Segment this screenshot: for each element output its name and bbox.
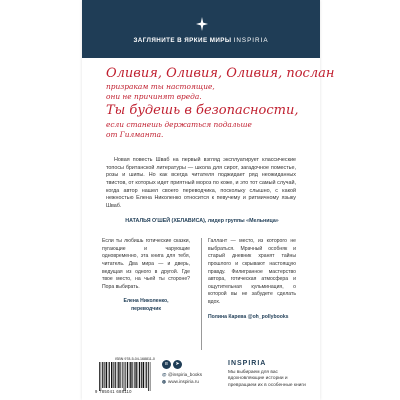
review-text: Если ты любишь готические сказки, пугающие и чарующие одновременно, эта книга для тебя, читатель. Два мира — и дверь, ведущая из одного в другой. Где твое место, на чьей ты стороне? Пора выбирать.: [102, 238, 190, 290]
review-text: Галлант — место, из которого не выбраться. Мрачный особняк и старый дневник хранят тайны прошлого и скрывают настоящую правду. Филигранное мастерство автора, готическая атмосфера и ощутительная кульминация, о которой вы не забудете сделать вдох.: [208, 238, 296, 306]
review-right: [208, 238, 296, 321]
isbn-label: ISBN 978-5-04-168811-0: [115, 357, 155, 361]
column-divider: [201, 238, 202, 350]
poem-excerpt: [106, 65, 335, 140]
globe-icon: ◍: [162, 379, 167, 384]
cover-footer: [82, 354, 320, 400]
review-left: [102, 238, 190, 313]
review-author: Елена Николенко,: [123, 298, 169, 305]
book-description: Новая повесть Шваб на первый взгляд эксплуатирует классические топосы британской литературы — школа для сирот, загадочное поместье, розы и шипы. Но как всегда читателя поджидает ряд неожиданных твистов, от которых идет приятный мороз по коже, и это тот самый случай, когда автор нашел своего переводчика, поскольку слышно, с какой нежностью Елена Николенко относится к певучему и ритмичному языку Шваб.: [106, 157, 296, 210]
poem-line: они не причинят вреда.: [106, 92, 202, 102]
barcode-number: 9 785041 688110: [95, 389, 132, 394]
barcode: [98, 357, 155, 387]
series-lead: ЗАГЛЯНИТЕ В ЯРКИЕ МИРЫ: [133, 37, 232, 44]
review-author: Полина Карева @oh_pollybooks: [208, 313, 289, 320]
website-row[interactable]: [162, 379, 218, 385]
book-back-cover: [82, 0, 335, 400]
at-icon: @: [162, 372, 167, 377]
website-link: www.inspiria.ru: [168, 379, 199, 384]
publisher-tagline: Мы выбираем для вас вдохновляющие истории и превращаем их в особенные книги: [228, 370, 306, 388]
series-title: [82, 37, 320, 44]
review-signature: [102, 298, 190, 312]
review-role: переводчик: [131, 305, 161, 312]
social-links: [162, 360, 218, 385]
poem-line: если станешь держаться подальше: [106, 119, 252, 129]
quote-author: НАТАЛЬЯ О'ШЕЙ (ХЕЛАВИСА), лидер группы «Мельница»: [125, 218, 279, 224]
poem-line: призракам ты настоящие,: [106, 82, 215, 92]
telegram-icon[interactable]: ➤: [173, 360, 182, 369]
publisher-name: INSPIRIA: [228, 360, 267, 367]
poem-line: Ты будешь в безопасности,: [106, 103, 299, 119]
reviews: [102, 238, 302, 356]
barcode-icon: [98, 362, 152, 391]
series-header: [82, 0, 320, 58]
sparkle-icon: [196, 17, 208, 31]
vk-icon[interactable]: в: [162, 360, 171, 369]
poem-line: Оливия, Оливия, Оливия, послан: [106, 66, 335, 81]
poem-line: от Гилманта.: [106, 129, 164, 139]
social-handle: @inspiria_books: [168, 372, 203, 377]
social-handle-row[interactable]: [162, 372, 218, 377]
publisher-brand: [228, 360, 312, 389]
series-brand: INSPIRIA: [233, 37, 269, 44]
